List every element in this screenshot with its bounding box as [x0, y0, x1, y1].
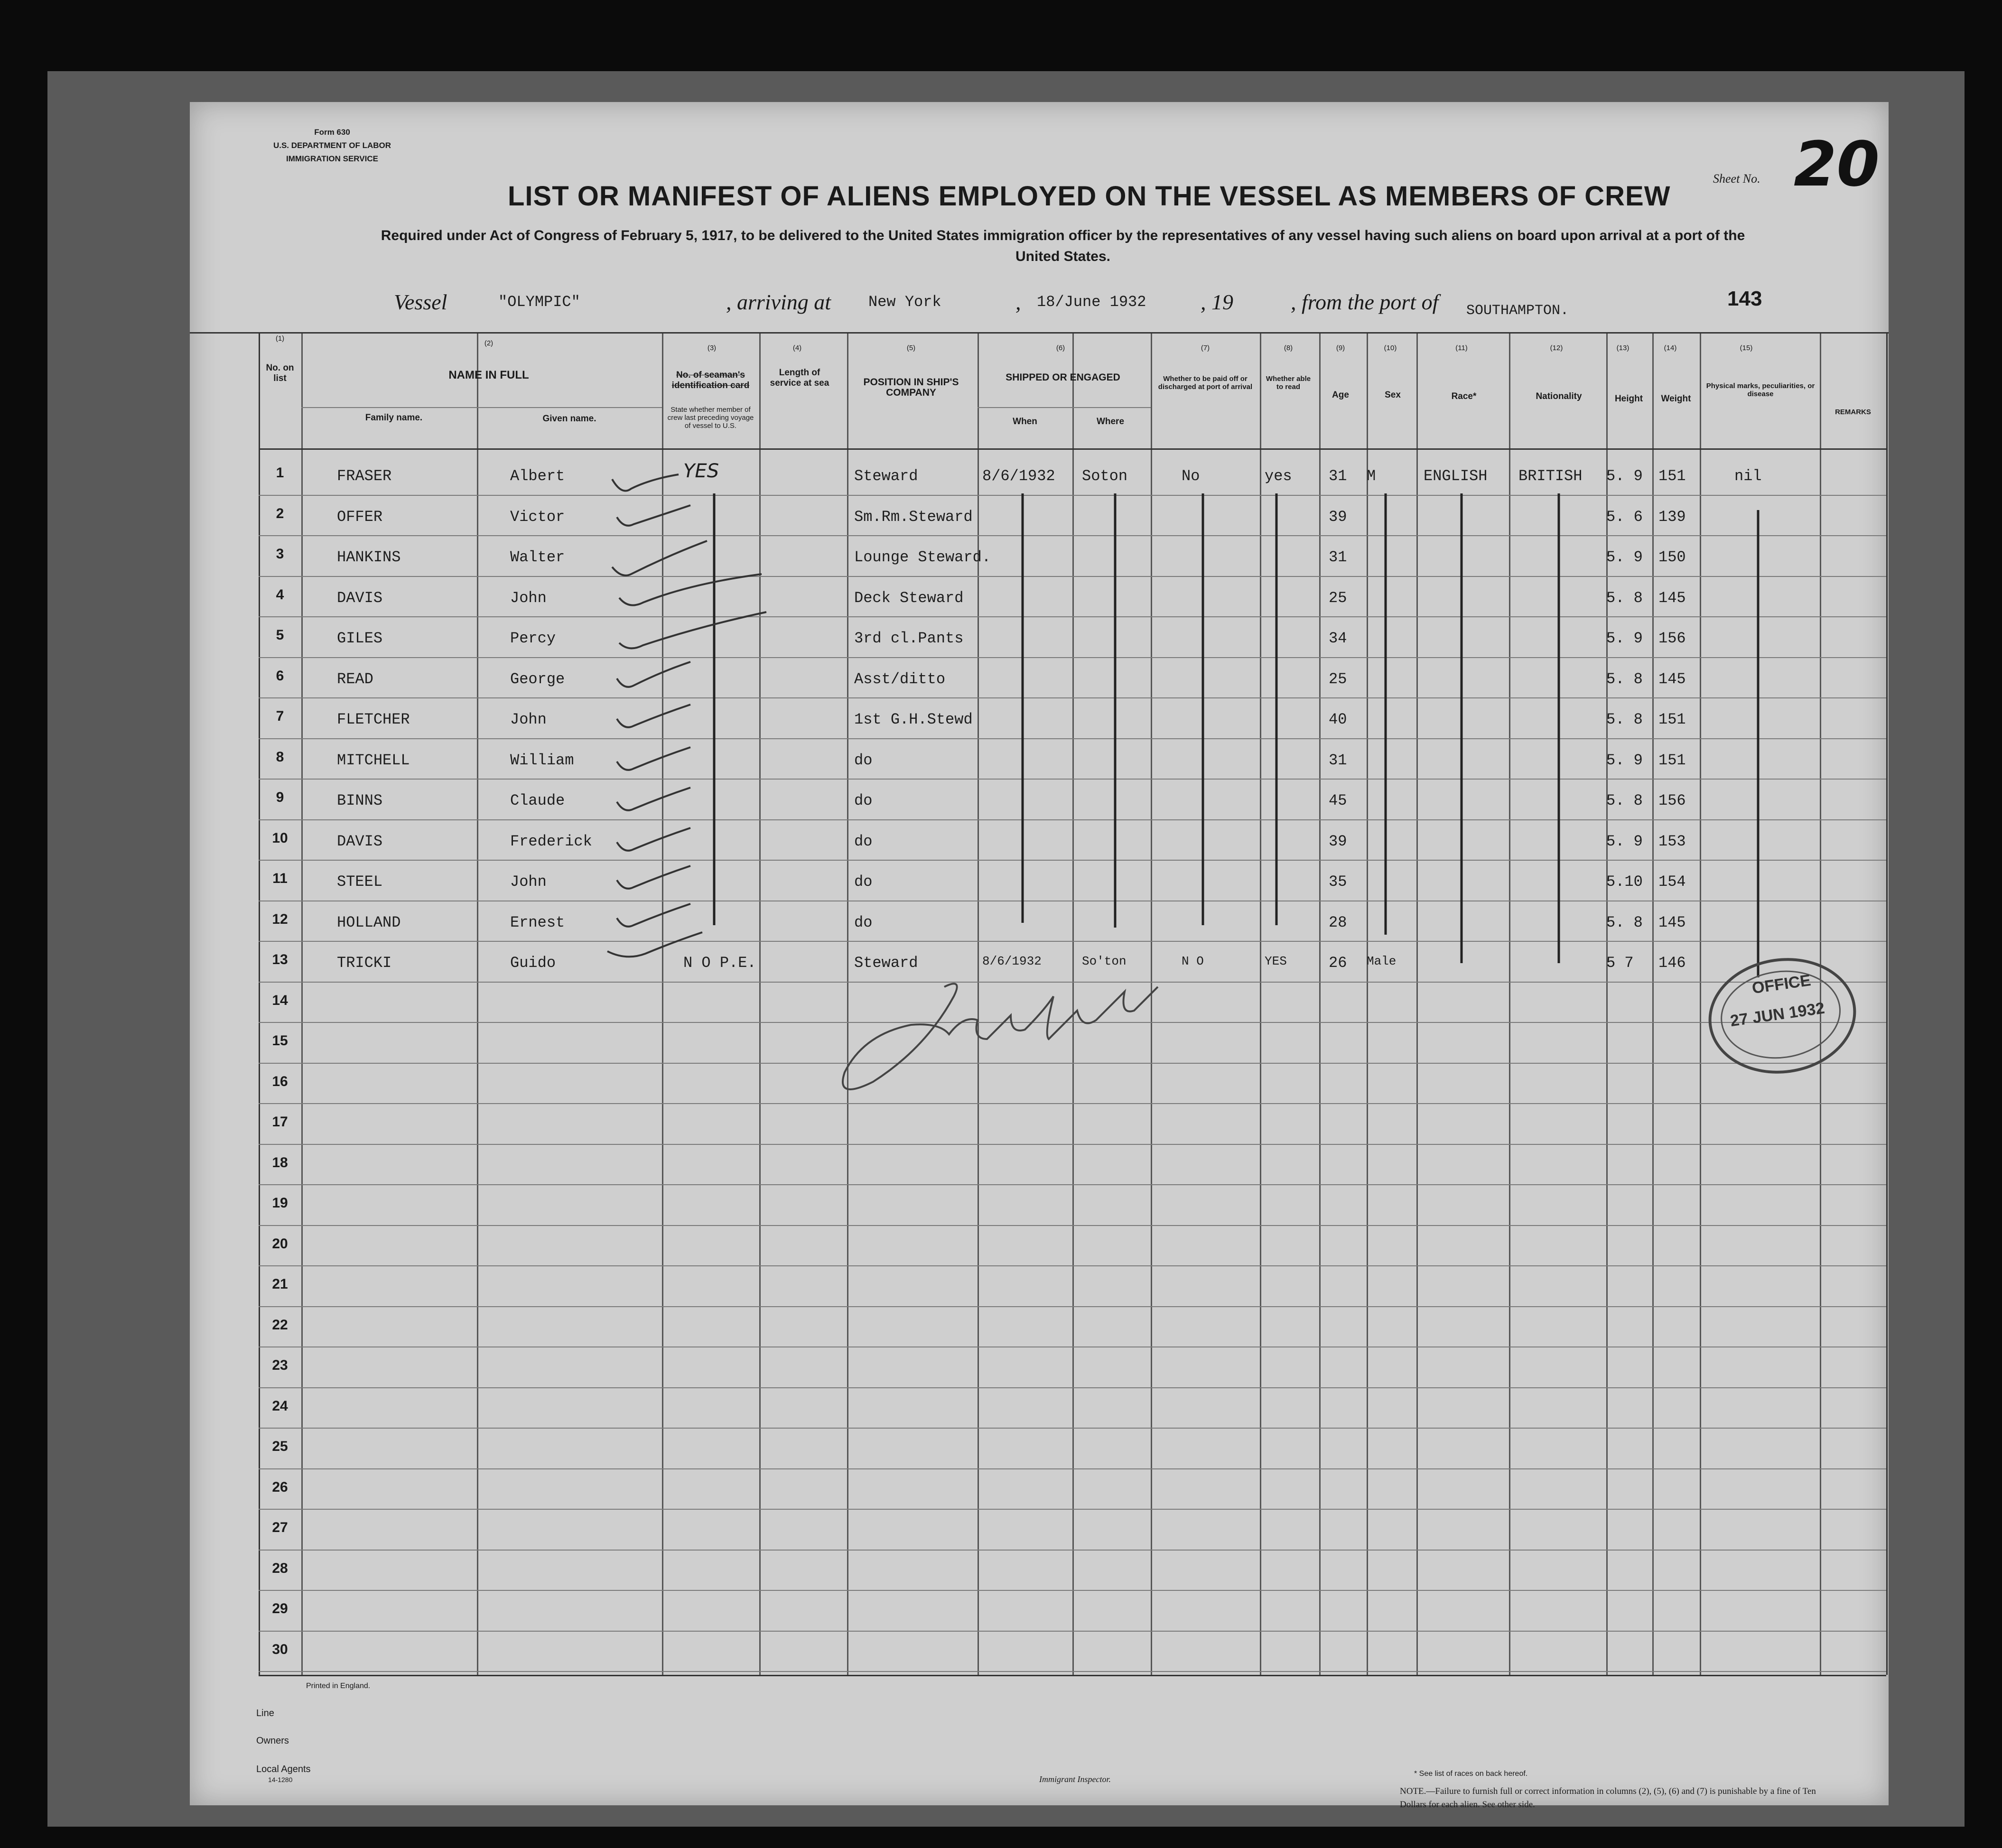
- cell-position: do: [854, 792, 873, 809]
- footer-agents-code: 14-1280: [268, 1776, 293, 1783]
- cell-family: READ: [337, 670, 373, 688]
- cell-age: 25: [1329, 589, 1347, 607]
- cell-sex: Male: [1367, 954, 1397, 968]
- cell-age: 34: [1329, 630, 1347, 647]
- column-number: (5): [906, 344, 916, 352]
- cell-prev-voyage: N O P.E.: [683, 954, 756, 972]
- cell-height: 5. 8: [1606, 913, 1643, 931]
- header-nationality: Nationality: [1536, 391, 1582, 401]
- cell-weight: 154: [1658, 873, 1686, 891]
- row-number: 24: [272, 1398, 288, 1414]
- row-number: 29: [272, 1601, 288, 1616]
- row-number: 26: [272, 1479, 288, 1495]
- cell-height: 5. 8: [1606, 792, 1643, 809]
- cell-height: 5. 8: [1606, 670, 1643, 688]
- inspector-signature: [843, 984, 1158, 1089]
- departure-port: SOUTHAMPTON.: [1466, 303, 1569, 319]
- service-name: IMMIGRATION SERVICE: [286, 154, 378, 163]
- footer-race-note: * See list of races on back hereof.: [1414, 1770, 1528, 1778]
- header-able-read: Whether able to read: [1266, 375, 1311, 391]
- cell-weight: 151: [1658, 467, 1686, 485]
- cell-family: MITCHELL: [337, 751, 410, 769]
- vessel-name: "OLYMPIC": [498, 293, 580, 311]
- row-number: 19: [272, 1195, 288, 1211]
- cell-where: Soton: [1082, 467, 1128, 485]
- row-number: 6: [276, 668, 284, 684]
- cell-height: 5. 8: [1606, 589, 1643, 607]
- header-remarks: REMARKS: [1835, 408, 1871, 416]
- row-number: 3: [276, 546, 284, 562]
- cell-age: 39: [1329, 508, 1347, 526]
- cell-age: 28: [1329, 913, 1347, 931]
- column-number: (10): [1384, 344, 1397, 352]
- from-port-label: , from the port of: [1291, 290, 1439, 314]
- row-number: 28: [272, 1560, 288, 1576]
- list-number: 143: [1727, 287, 1762, 310]
- cell-weight: 151: [1658, 751, 1686, 769]
- column-number: (8): [1284, 344, 1293, 352]
- cell-family: HANKINS: [337, 548, 401, 566]
- cell-position: do: [854, 913, 873, 931]
- cell-height: 5. 9: [1606, 751, 1643, 769]
- column-number: (15): [1740, 344, 1753, 352]
- header-id-card-note: State whether member of crew last preceding voyage of vessel to U.S.: [667, 406, 754, 430]
- cell-position: Steward: [854, 954, 918, 972]
- cell-weight: 145: [1658, 670, 1686, 688]
- row-number: 27: [272, 1520, 288, 1535]
- cell-given: William: [510, 751, 574, 769]
- cell-prev-voyage: YES: [683, 460, 719, 482]
- sheet-label: Sheet No.: [1713, 172, 1760, 186]
- cell-position: 1st G.H.Stewd: [854, 711, 973, 728]
- header-when: When: [1013, 417, 1037, 427]
- stamp-date: 27 JUN 1932: [1729, 999, 1826, 1031]
- form-number: Form 630: [314, 128, 350, 137]
- cell-sex: M: [1367, 467, 1376, 485]
- cell-given: Walter: [510, 548, 565, 566]
- row-number: 23: [272, 1357, 288, 1373]
- department-name: U.S. DEPARTMENT OF LABOR: [273, 141, 391, 150]
- ditto-strokes: [714, 493, 1758, 977]
- cell-family: FRASER: [337, 467, 392, 485]
- cell-weight: 150: [1658, 548, 1686, 566]
- year-label: , 19: [1201, 290, 1233, 314]
- cell-when: 8/6/1932: [982, 467, 1055, 485]
- sheet-number: 20: [1794, 128, 1880, 200]
- cell-age: 39: [1329, 832, 1347, 850]
- row-number: 2: [276, 505, 284, 521]
- row-number: 5: [276, 627, 284, 643]
- cell-given: Percy: [510, 630, 556, 647]
- cell-given: John: [510, 711, 547, 728]
- cell-paid-off: N O: [1182, 954, 1204, 968]
- vessel-label: Vessel: [394, 290, 447, 314]
- cell-when: 8/6/1932: [982, 954, 1042, 968]
- row-number: 25: [272, 1439, 288, 1454]
- column-number: (7): [1201, 344, 1210, 352]
- cell-age: 26: [1329, 954, 1347, 972]
- column-number: (12): [1550, 344, 1563, 352]
- cell-position: do: [854, 873, 873, 891]
- cell-family: HOLLAND: [337, 913, 401, 931]
- cell-given: John: [510, 873, 547, 891]
- cell-position: Asst/ditto: [854, 670, 946, 688]
- row-number: 12: [272, 911, 288, 927]
- check-marks: [607, 474, 766, 957]
- row-number: 9: [276, 789, 284, 805]
- cell-age: 31: [1329, 548, 1347, 566]
- row-number: 16: [272, 1073, 288, 1089]
- header-weight: Weight: [1661, 394, 1691, 404]
- row-number: 7: [276, 708, 284, 724]
- header-length-service: Length of service at sea: [770, 368, 829, 388]
- cell-weight: 156: [1658, 630, 1686, 647]
- cell-age: 25: [1329, 670, 1347, 688]
- cell-family: STEEL: [337, 873, 383, 891]
- cell-paid-off: No: [1182, 467, 1200, 485]
- header-name-in-full: NAME IN FULL: [448, 369, 529, 381]
- printed-in: Printed in England.: [306, 1682, 371, 1690]
- cell-weight: 145: [1658, 589, 1686, 607]
- row-number: 15: [272, 1033, 288, 1049]
- column-number: (6): [1056, 344, 1065, 352]
- row-number: 4: [276, 586, 284, 603]
- header-no-on-list: No. on list: [266, 363, 294, 383]
- row-number: 8: [276, 749, 284, 765]
- header-sex: Sex: [1385, 390, 1401, 400]
- footer-owners-label: Owners: [256, 1736, 289, 1746]
- arriving-label: , arriving at: [726, 290, 831, 314]
- column-number: (9): [1336, 344, 1345, 352]
- column-number: (11): [1455, 344, 1468, 352]
- cell-age: 31: [1329, 467, 1347, 485]
- cell-position: Deck Steward: [854, 589, 964, 607]
- cell-family: TRICKI: [337, 954, 392, 972]
- cell-where: So'ton: [1082, 954, 1127, 968]
- cell-position: Lounge Steward.: [854, 548, 991, 566]
- footer-agents-label: Local Agents: [256, 1764, 311, 1774]
- cell-age: 35: [1329, 873, 1347, 891]
- column-number: (1): [275, 334, 285, 343]
- document-title: LIST OR MANIFEST OF ALIENS EMPLOYED ON THE VESSEL AS MEMBERS OF CREW: [508, 181, 1671, 212]
- header-position: POSITION IN SHIP'S COMPANY: [863, 377, 959, 398]
- cell-weight: 139: [1658, 508, 1686, 526]
- row-number: 11: [272, 871, 288, 886]
- cell-weight: 145: [1658, 913, 1686, 931]
- cell-position: Steward: [854, 467, 918, 485]
- header-given-name: Given name.: [542, 414, 596, 424]
- row-number: 10: [272, 830, 288, 846]
- cell-given: John: [510, 589, 547, 607]
- row-number: 20: [272, 1235, 288, 1252]
- column-number: (13): [1616, 344, 1630, 352]
- cell-weight: 151: [1658, 711, 1686, 728]
- cell-given: Claude: [510, 792, 565, 809]
- cell-position: Sm.Rm.Steward: [854, 508, 973, 526]
- cell-read: YES: [1265, 954, 1287, 968]
- cell-height: 5 7: [1606, 954, 1634, 972]
- cell-read: yes: [1265, 467, 1292, 485]
- row-number: 18: [272, 1154, 288, 1170]
- cell-given: Albert: [510, 467, 565, 485]
- footer-inspector-label: Immigrant Inspector.: [1039, 1774, 1111, 1784]
- cell-race: ENGLISH: [1424, 467, 1488, 485]
- cell-marks: nil: [1734, 467, 1762, 485]
- cell-height: 5. 6: [1606, 508, 1643, 526]
- cell-height: 5. 9: [1606, 548, 1643, 566]
- cell-family: GILES: [337, 630, 383, 647]
- arrival-port: New York: [868, 293, 941, 311]
- header-paid-off: Whether to be paid off or discharged at port of arrival: [1158, 375, 1253, 391]
- cell-position: do: [854, 751, 873, 769]
- cell-height: 5. 9: [1606, 467, 1643, 485]
- column-number: (2): [484, 339, 494, 347]
- cell-given: Guido: [510, 954, 556, 972]
- cell-family: DAVIS: [337, 589, 383, 607]
- header-where: Where: [1096, 417, 1125, 427]
- column-number: (4): [792, 344, 802, 352]
- row-number: 1: [276, 465, 284, 481]
- footer-note: NOTE.—Failure to furnish full or correct information in columns (2), (5), (6) and (7) is punishable by a fine of Ten Dollars for each alien. See other side.: [1400, 1786, 1816, 1810]
- cell-age: 45: [1329, 792, 1347, 809]
- header-family-name: Family name.: [365, 413, 423, 423]
- column-number: (14): [1664, 344, 1677, 352]
- header-age: Age: [1332, 390, 1349, 400]
- header-physical-marks: Physical marks, peculiarities, or disease: [1706, 382, 1815, 398]
- cell-given: Ernest: [510, 913, 565, 931]
- cell-family: FLETCHER: [337, 711, 410, 728]
- row-number: 14: [272, 992, 288, 1008]
- cell-family: DAVIS: [337, 832, 383, 850]
- header-race: Race*: [1451, 391, 1477, 401]
- cell-position: 3rd cl.Pants: [854, 630, 964, 647]
- cell-nationality: BRITISH: [1518, 467, 1583, 485]
- row-number: 30: [272, 1641, 288, 1657]
- cell-height: 5. 9: [1606, 832, 1643, 850]
- row-number: 21: [272, 1276, 288, 1292]
- header-shipped: SHIPPED OR ENGAGED: [1006, 372, 1120, 383]
- cell-height: 5.10: [1606, 873, 1643, 891]
- cell-given: George: [510, 670, 565, 688]
- row-number: 17: [272, 1114, 288, 1130]
- cell-weight: 146: [1658, 954, 1686, 972]
- cell-family: OFFER: [337, 508, 383, 526]
- cell-age: 31: [1329, 751, 1347, 769]
- document-subtitle: Required under Act of Congress of February 5, 1917, to be delivered to the United States immigration officer by the representatives of any vessel having such aliens on board upon arrival at a port of the United States.: [381, 228, 1745, 264]
- cell-given: Frederick: [510, 832, 592, 850]
- column-number: (3): [707, 344, 717, 352]
- cell-family: BINNS: [337, 792, 383, 809]
- date-comma: ,: [1015, 290, 1021, 314]
- cell-weight: 153: [1658, 832, 1686, 850]
- cell-height: 5. 9: [1606, 630, 1643, 647]
- footer-line-label: Line: [256, 1708, 274, 1718]
- row-number: 13: [272, 952, 288, 967]
- row-number: 22: [272, 1317, 288, 1333]
- cell-age: 40: [1329, 711, 1347, 728]
- cell-position: do: [854, 832, 873, 850]
- header-height: Height: [1614, 394, 1643, 404]
- stamp-office: OFFICE: [1751, 971, 1812, 998]
- cell-height: 5. 8: [1606, 711, 1643, 728]
- cell-weight: 156: [1658, 792, 1686, 809]
- header-id-card: No. of seaman's identification card: [671, 370, 750, 390]
- arrival-date: 18/June 1932: [1037, 293, 1146, 311]
- cell-given: Victor: [510, 508, 565, 526]
